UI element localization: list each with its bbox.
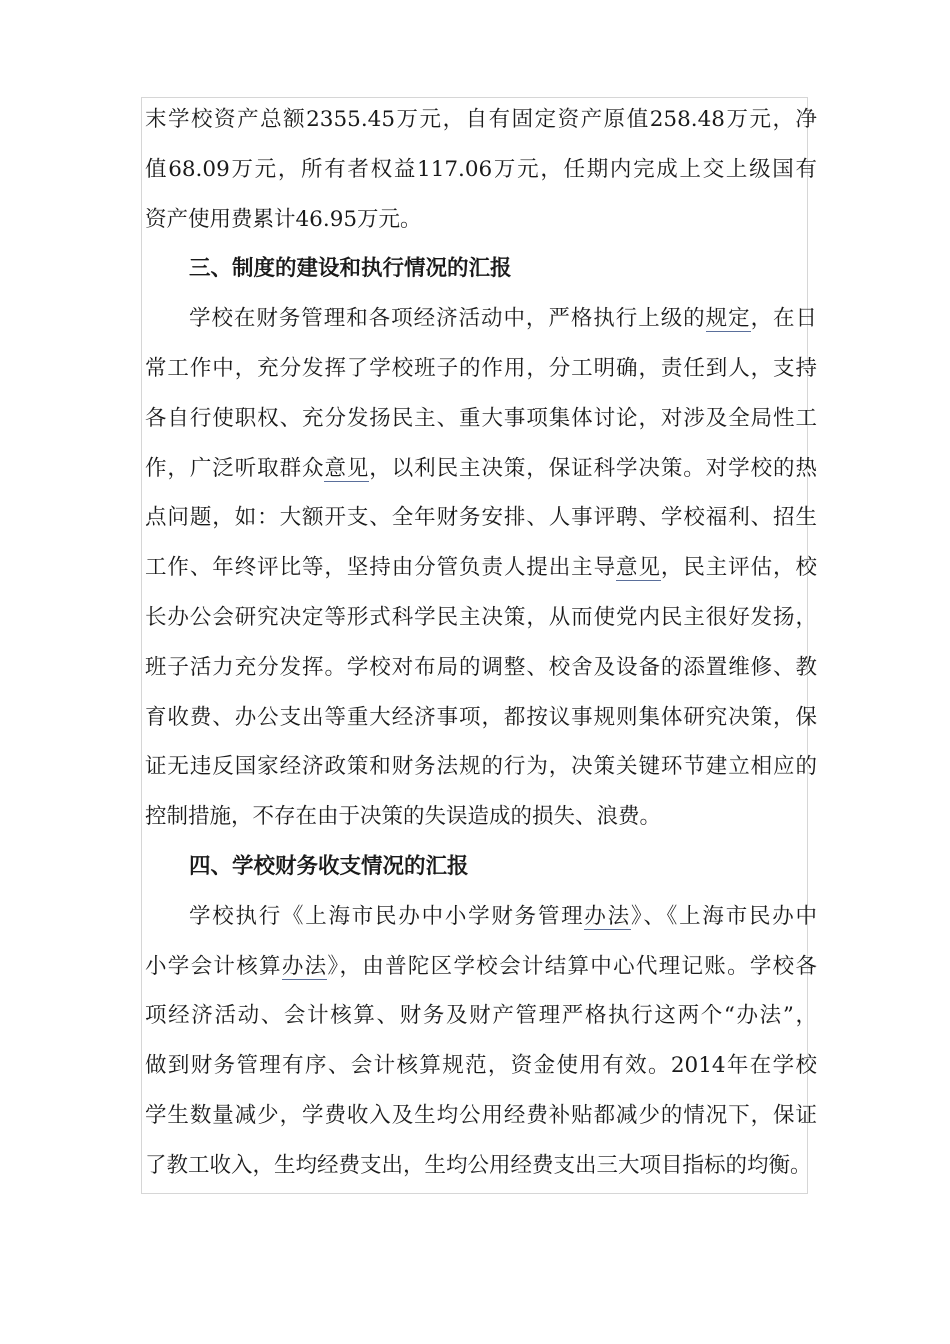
text-span: 》、《上海市民办中: [630, 903, 817, 929]
text-line: 点问题，如：大额开支、全年财务安排、人事评聘、学校福利、招生: [145, 505, 817, 531]
text-line: 证无违反国家经济政策和财务法规的行为，决策关键环节建立相应的: [145, 754, 817, 780]
text-line: 了教工收入，生均经费支出，生均公用经费支出三大项目指标的均衡。: [145, 1152, 812, 1178]
text-line: 末学校资产总额2355.45万元，自有固定资产原值258.48万元，净: [145, 107, 817, 132]
text-line: 控制措施，不存在由于决策的失误造成的损失、浪费。: [145, 804, 662, 830]
link-guiding[interactable]: 规定: [705, 306, 751, 332]
text-span: ，民主评估，校: [660, 555, 817, 581]
text-line: 常工作中，充分发挥了学校班子的作用，分工明确，责任到人，支持: [145, 355, 817, 381]
paragraph-assets: [145, 95, 817, 244]
text-line: 做到财务管理有序、会计核算规范，资金使用有效。2014年在学校: [145, 1053, 817, 1079]
link-measures[interactable]: 办法: [584, 903, 631, 929]
text-span: 工作、年终评比等，坚持由分管负责人提出主导: [145, 555, 617, 581]
document-body: [145, 95, 817, 1191]
link-measures[interactable]: 办法: [281, 953, 328, 979]
text-span: 作，广泛听取群众: [145, 455, 325, 481]
text-span: 学校执行《上海市民办中小学财务管理: [189, 903, 585, 929]
section-heading-4: 四、学校财务收支情况的汇报: [189, 853, 469, 879]
text-span: 小学会计核算: [145, 953, 282, 979]
text-line: 班子活力充分发挥。学校对布局的调整、校舍及设备的添置维修、教: [145, 654, 817, 680]
text-line: 资产使用费累计46.95万元。: [145, 206, 422, 232]
text-line: 长办公会研究决定等形式科学民主决策，从而使党内民主很好发扬，: [145, 604, 817, 630]
text-line: [145, 942, 817, 992]
text-span: 》，由普陀区学校会计结算中心代理记账。学校各: [327, 953, 817, 979]
text-span: ，以利民主决策，保证科学决策。对学校的热: [369, 455, 817, 481]
text-line: [145, 892, 817, 942]
text-span: ，在日: [750, 306, 817, 332]
text-line: 值68.09万元，所有者权益117.06万元，任期内完成上交上级国有: [145, 156, 817, 182]
text-line: 育收费、办公支出等重大经济事项，都按议事规则集体研究决策，保: [145, 704, 817, 730]
text-line: 各自行使职权、充分发扬民主、重大事项集体讨论，对涉及全局性工: [145, 405, 817, 431]
text-line: [145, 444, 817, 494]
section-heading-3: 三、制度的建设和执行情况的汇报: [189, 256, 512, 282]
link-opinion[interactable]: 意见: [324, 455, 370, 481]
text-line: 学生数量减少，学费收入及生均公用经费补贴都减少的情况下，保证: [145, 1102, 817, 1128]
text-line: 项经济活动、会计核算、财务及财产管理严格执行这两个“办法”，: [145, 1003, 817, 1029]
text-line: [145, 294, 817, 344]
text-span: 学校在财务管理和各项经济活动中，严格执行上级的: [189, 306, 706, 332]
paragraph-system: [145, 294, 817, 842]
link-opinion[interactable]: 意见: [616, 555, 661, 581]
text-line: [145, 543, 817, 593]
paragraph-finance: [145, 892, 817, 1191]
